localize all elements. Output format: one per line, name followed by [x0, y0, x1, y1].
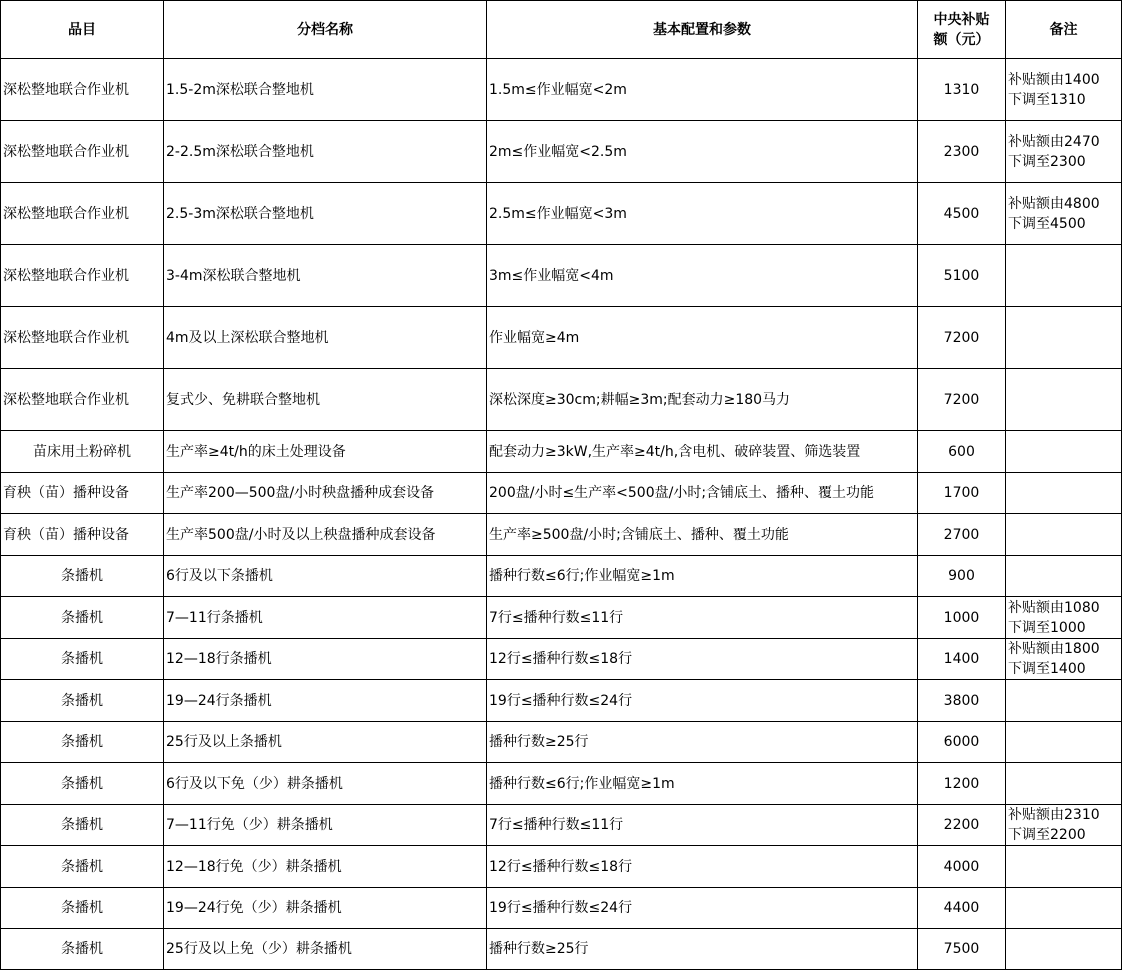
cell-config: 1.5m≤作业幅宽<2m: [487, 59, 918, 121]
cell-amount: 7200: [918, 307, 1006, 369]
cell-config: 作业幅宽≥4m: [487, 307, 918, 369]
cell-amount: 1700: [918, 473, 1006, 514]
cell-amount: 2200: [918, 805, 1006, 846]
cell-note: [1006, 307, 1122, 369]
table-row: [1, 369, 1122, 431]
note-line-2: 下调至4500: [1008, 215, 1086, 232]
table-row: [1, 473, 1122, 514]
cell-config: 7行≤播种行数≤11行: [487, 805, 918, 846]
cell-note: [1006, 888, 1122, 929]
cell-amount: 600: [918, 431, 1006, 473]
cell-tier: 25行及以上免（少）耕条播机: [164, 929, 487, 970]
cell-config: 3m≤作业幅宽<4m: [487, 245, 918, 307]
table-row: [1, 431, 1122, 473]
cell-amount: 6000: [918, 722, 1006, 763]
cell-amount: 7200: [918, 369, 1006, 431]
cell-note: [1006, 121, 1122, 183]
header-subsidy: [918, 1, 1006, 59]
cell-note: [1006, 929, 1122, 970]
table-header: [1, 1, 1122, 59]
cell-tier: 6行及以下免（少）耕条播机: [164, 763, 487, 805]
header-subsidy-line2: 额（元）: [933, 31, 990, 48]
cell-category: 深松整地联合作业机: [1, 183, 164, 245]
cell-note: [1006, 369, 1122, 431]
table-row: [1, 639, 1122, 680]
cell-amount: 2300: [918, 121, 1006, 183]
cell-note: [1006, 805, 1122, 846]
cell-note: [1006, 680, 1122, 722]
cell-tier: 1.5-2m深松联合整地机: [164, 59, 487, 121]
cell-category: 深松整地联合作业机: [1, 245, 164, 307]
cell-category: 条播机: [1, 805, 164, 846]
cell-config: 深松深度≥30cm;耕幅≥3m;配套动力≥180马力: [487, 369, 918, 431]
cell-note: [1006, 514, 1122, 556]
cell-note: [1006, 245, 1122, 307]
cell-tier: 生产率200—500盘/小时秧盘播种成套设备: [164, 473, 487, 514]
note-line-2: 下调至1310: [1008, 91, 1086, 108]
cell-category: 深松整地联合作业机: [1, 59, 164, 121]
cell-category: 苗床用土粉碎机: [1, 431, 164, 473]
cell-category: 育秧（苗）播种设备: [1, 514, 164, 556]
cell-config: 12行≤播种行数≤18行: [487, 846, 918, 888]
cell-tier: 19—24行免（少）耕条播机: [164, 888, 487, 929]
cell-category: 条播机: [1, 680, 164, 722]
cell-amount: 4400: [918, 888, 1006, 929]
cell-category: 条播机: [1, 722, 164, 763]
table-row: [1, 722, 1122, 763]
cell-note: [1006, 763, 1122, 805]
table-row: [1, 183, 1122, 245]
cell-config: 播种行数≤6行;作业幅宽≥1m: [487, 763, 918, 805]
table-row: [1, 805, 1122, 846]
cell-config: 生产率≥500盘/小时;含铺底土、播种、覆土功能: [487, 514, 918, 556]
cell-config: 200盘/小时≤生产率<500盘/小时;含铺底土、播种、覆土功能: [487, 473, 918, 514]
cell-amount: 900: [918, 556, 1006, 597]
table-row: [1, 846, 1122, 888]
table-row: [1, 307, 1122, 369]
cell-category: 条播机: [1, 929, 164, 970]
cell-tier: 生产率≥4t/h的床土处理设备: [164, 431, 487, 473]
cell-tier: 3-4m深松联合整地机: [164, 245, 487, 307]
cell-config: 7行≤播种行数≤11行: [487, 597, 918, 639]
cell-config: 2m≤作业幅宽<2.5m: [487, 121, 918, 183]
cell-tier: 12—18行条播机: [164, 639, 487, 680]
header-subsidy-line1: 中央补贴: [933, 11, 990, 28]
cell-note: [1006, 473, 1122, 514]
cell-tier: 12—18行免（少）耕条播机: [164, 846, 487, 888]
cell-config: 配套动力≥3kW,生产率≥4t/h,含电机、破碎装置、筛选装置: [487, 431, 918, 473]
cell-config: 播种行数≤6行;作业幅宽≥1m: [487, 556, 918, 597]
table-row: [1, 556, 1122, 597]
cell-category: 育秧（苗）播种设备: [1, 473, 164, 514]
cell-config: 播种行数≥25行: [487, 929, 918, 970]
cell-tier: 25行及以上条播机: [164, 722, 487, 763]
cell-amount: 2700: [918, 514, 1006, 556]
cell-category: 条播机: [1, 556, 164, 597]
cell-tier: 生产率500盘/小时及以上秧盘播种成套设备: [164, 514, 487, 556]
note-line-2: 下调至1400: [1008, 661, 1086, 677]
note-line-2: 下调至2300: [1008, 153, 1086, 170]
cell-note: [1006, 597, 1122, 639]
table-row: [1, 888, 1122, 929]
cell-config: 19行≤播种行数≤24行: [487, 888, 918, 929]
cell-amount: 4000: [918, 846, 1006, 888]
cell-note: [1006, 431, 1122, 473]
cell-tier: 2.5-3m深松联合整地机: [164, 183, 487, 245]
cell-config: 2.5m≤作业幅宽<3m: [487, 183, 918, 245]
note-line-2: 下调至1000: [1008, 619, 1086, 636]
table-row: [1, 514, 1122, 556]
table-body: [1, 59, 1122, 970]
cell-config: 19行≤播种行数≤24行: [487, 680, 918, 722]
header-category: 品目: [1, 1, 164, 59]
table-row: [1, 121, 1122, 183]
table-row: [1, 245, 1122, 307]
cell-amount: 4500: [918, 183, 1006, 245]
note-line-2: 下调至2200: [1008, 827, 1086, 843]
cell-category: 深松整地联合作业机: [1, 307, 164, 369]
note-line-1: 补贴额由1800: [1008, 641, 1100, 657]
cell-amount: 1400: [918, 639, 1006, 680]
table-row: [1, 597, 1122, 639]
cell-amount: 3800: [918, 680, 1006, 722]
cell-category: 条播机: [1, 597, 164, 639]
cell-amount: 1000: [918, 597, 1006, 639]
cell-amount: 7500: [918, 929, 1006, 970]
cell-tier: 19—24行条播机: [164, 680, 487, 722]
cell-category: 条播机: [1, 846, 164, 888]
header-tier-name: 分档名称: [164, 1, 487, 59]
header-config: 基本配置和参数: [487, 1, 918, 59]
cell-category: 条播机: [1, 639, 164, 680]
cell-tier: 4m及以上深松联合整地机: [164, 307, 487, 369]
cell-note: [1006, 846, 1122, 888]
cell-config: 播种行数≥25行: [487, 722, 918, 763]
cell-config: 12行≤播种行数≤18行: [487, 639, 918, 680]
cell-amount: 5100: [918, 245, 1006, 307]
header-note: 备注: [1006, 1, 1122, 59]
cell-category: 条播机: [1, 763, 164, 805]
cell-tier: 7—11行免（少）耕条播机: [164, 805, 487, 846]
cell-category: 条播机: [1, 888, 164, 929]
cell-note: [1006, 183, 1122, 245]
cell-tier: 复式少、免耕联合整地机: [164, 369, 487, 431]
note-line-1: 补贴额由4800: [1008, 195, 1100, 212]
table-row: [1, 929, 1122, 970]
note-line-1: 补贴额由1400: [1008, 71, 1100, 88]
cell-category: 深松整地联合作业机: [1, 121, 164, 183]
header-row: [1, 1, 1122, 59]
cell-tier: 6行及以下条播机: [164, 556, 487, 597]
cell-amount: 1310: [918, 59, 1006, 121]
cell-tier: 7—11行条播机: [164, 597, 487, 639]
table-row: [1, 763, 1122, 805]
cell-note: [1006, 722, 1122, 763]
table-row: [1, 680, 1122, 722]
cell-note: [1006, 639, 1122, 680]
note-line-1: 补贴额由1080: [1008, 599, 1100, 616]
cell-note: [1006, 556, 1122, 597]
note-line-1: 补贴额由2470: [1008, 133, 1100, 150]
cell-category: 深松整地联合作业机: [1, 369, 164, 431]
note-line-1: 补贴额由2310: [1008, 807, 1100, 823]
table-row: [1, 59, 1122, 121]
cell-note: [1006, 59, 1122, 121]
cell-tier: 2-2.5m深松联合整地机: [164, 121, 487, 183]
cell-amount: 1200: [918, 763, 1006, 805]
